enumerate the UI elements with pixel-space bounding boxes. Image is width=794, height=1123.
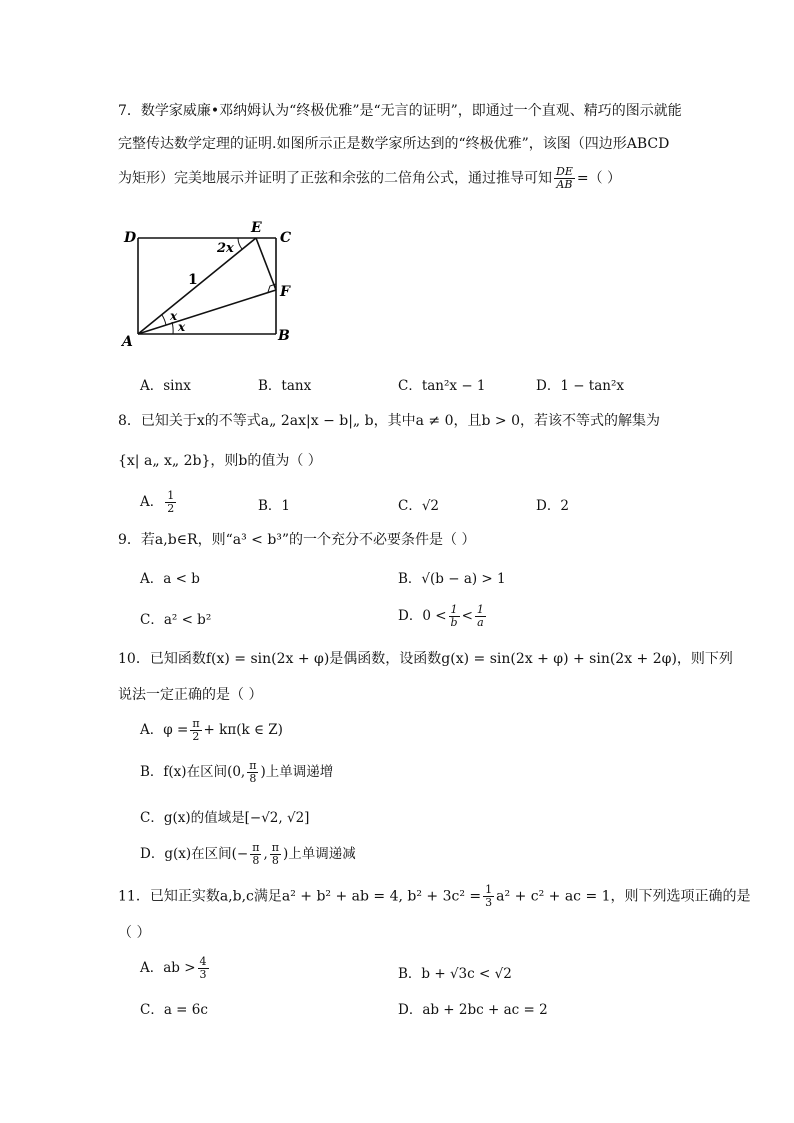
q8-option-d[interactable]: D．2: [536, 498, 569, 514]
q7-line3: [118, 166, 621, 191]
q7-line3-text: 为矩形）完美地展示并证明了正弦和余弦的二倍角公式，通过推导可知: [118, 170, 552, 187]
q11-line1: 11．已知正实数a,b,c满足a² + b² + ab = 4, b² + 3c² = $\frac{1}{3}$ a² + c² + ac = 1，则下列选项正确的是: [118, 883, 751, 909]
q9-d-frac2: $\frac{1}{a}$: [476, 603, 484, 629]
q9-option-a[interactable]: A．a < b: [140, 571, 200, 587]
q8-option-a-fraction: $\frac{1}{2}$: [167, 489, 175, 515]
q7-line1: 7．数学家威廉•邓纳姆认为“终极优雅”是“无言的证明”，即通过一个直观、精巧的图示就能: [118, 103, 682, 119]
q7-fraction: $\frac{DE}{AB}$: [556, 165, 573, 191]
q8-option-c[interactable]: C．√2: [398, 498, 440, 514]
q7-option-a[interactable]: A．sinx: [140, 378, 191, 394]
q7-option-d[interactable]: D．1 − tan²x: [536, 378, 625, 394]
q9-option-d[interactable]: D．0 < $\frac{1}{b}$ < $\frac{1}{a}$: [398, 603, 484, 629]
q9-option-c[interactable]: C．a² < b²: [140, 612, 212, 628]
label-C: C: [280, 230, 292, 246]
q10-line1: 10．已知函数f(x) = sin(2x + φ)是偶函数，设函数g(x) = sin(2x + φ) + sin(2x + 2φ)，则下列: [118, 651, 733, 667]
q8-line2: {x| a„ x„ 2b}，则b的值为（ ）: [118, 453, 322, 469]
q11-option-b[interactable]: B．b + √3c < √2: [398, 966, 512, 982]
q11-option-a[interactable]: A．ab > $\frac{4}{3}$: [140, 955, 207, 981]
label-one: 1: [188, 272, 198, 288]
q11-option-d[interactable]: D．ab + 2bc + ac = 2: [398, 1002, 548, 1018]
label-E: E: [251, 220, 262, 236]
q11-frac: $\frac{1}{3}$: [485, 883, 493, 909]
q10-b-frac: $\frac{\pi}{8}$: [249, 759, 257, 785]
q10-d-frac1: $\frac{\pi}{8}$: [252, 841, 260, 867]
label-B: B: [278, 328, 290, 344]
q7-option-b[interactable]: B．tanx: [258, 378, 312, 394]
label-x-lower: x: [178, 320, 186, 334]
q10-option-c[interactable]: C．g(x)的值域是[−√2, √2]: [140, 810, 310, 826]
q10-a-frac: $\frac{\pi}{2}$: [192, 717, 200, 743]
label-x-upper: x: [170, 309, 178, 323]
q8-option-a[interactable]: A． $\frac{1}{2}$: [140, 489, 175, 515]
q11-option-c[interactable]: C．a = 6c: [140, 1002, 208, 1018]
q7-figure: [118, 218, 318, 353]
q7-line3-tail: =（ ）: [576, 170, 622, 187]
q10-line2: 说法一定正确的是（ ）: [118, 687, 263, 703]
q9-option-b[interactable]: B．√(b − a) > 1: [398, 571, 506, 587]
q9-d-frac1: $\frac{1}{b}$: [450, 603, 458, 629]
label-D: D: [124, 230, 137, 246]
q8-option-b[interactable]: B．1: [258, 498, 291, 514]
q11-line2: （ ）: [118, 925, 151, 941]
q10-d-frac2: $\frac{\pi}{8}$: [271, 841, 279, 867]
q9-line1: 9．若a,b∈R，则“a³ < b³”的一个充分不必要条件是（ ）: [118, 532, 476, 548]
q7-option-c[interactable]: C．tan²x − 1: [398, 378, 486, 394]
q7-line2: 完整传达数学定理的证明.如图所示正是数学家所达到的“终极优雅”，该图（四边形ABCD: [118, 136, 670, 152]
q10-option-a[interactable]: A．φ = $\frac{\pi}{2}$ + kπ(k ∈ Z): [140, 717, 283, 743]
q11-a-frac: $\frac{4}{3}$: [199, 955, 207, 981]
q10-option-d[interactable]: D．g(x)在区间(− $\frac{\pi}{8}$ , $\frac{\pi}{8}$ )上单调递减: [140, 841, 356, 867]
q10-option-b[interactable]: B．f(x)在区间(0, $\frac{\pi}{8}$ )上单调递增: [140, 759, 334, 785]
label-F: F: [280, 284, 290, 300]
q8-line1: 8．已知关于x的不等式a„ 2ax|x − b|„ b，其中a ≠ 0，且b > 0，若该不等式的解集为: [118, 413, 660, 429]
label-2x: 2x: [217, 241, 234, 256]
label-A: A: [122, 334, 133, 350]
